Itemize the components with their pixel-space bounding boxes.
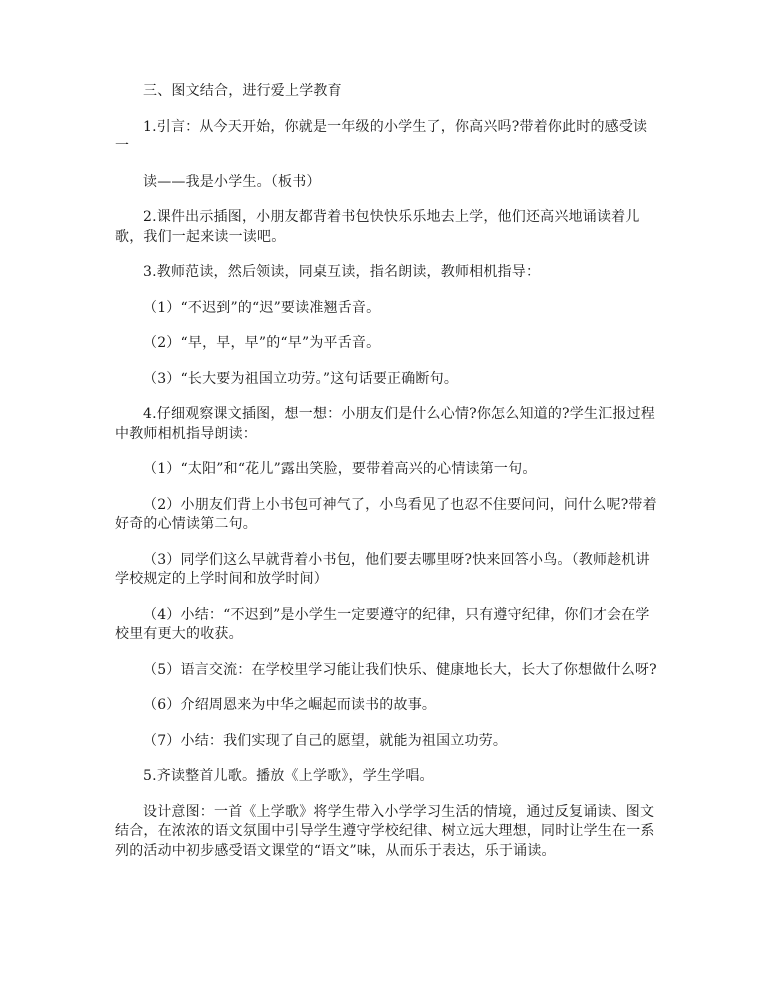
paragraph-step-4-item-4: （4）小结：“不迟到”是小学生一定要遵守的纪律，只有遵守纪律，你们才会在学校里有更大的收获。: [115, 606, 650, 642]
paragraph-step-3-item-3: （3）“长大要为祖国立功劳。”这句话要正确断句。: [143, 370, 459, 387]
paragraph-step-2: 2.课件出示插图，小朋友都背着书包快快乐乐地去上学，他们还高兴地诵读着儿歌，我们一起来读一读吧。: [115, 209, 640, 245]
paragraph-step-3-item-2: （2）“早，早，早”的“早”为平舌音。: [143, 335, 381, 351]
paragraph-step-4: 4.仔细观察课文插图，想一想：小朋友们是什么心情?你怎么知道的?学生汇报过程中教师相机指导朗读：: [115, 406, 655, 442]
paragraph-design-intent: 设计意图：一首《上学歌》将学生带入小学学习生活的情境，通过反复诵读、图文结合，在浓浓的语文氛围中引导学生遵守学校纪律、树立远大理想，同时让学生在一系列的活动中初步感受语文课堂的“语文”味，从而乐于表达，乐于诵读。: [115, 803, 655, 859]
paragraph-step-4-item-2: （2）小朋友们背上小书包可神气了，小鸟看见了也忍不住要问问，问什么呢?带着好奇的心情读第二句。: [115, 496, 657, 532]
paragraph-step-4-item-6: （6）介绍周恩来为中华之崛起而读书的故事。: [143, 697, 437, 713]
document-body: [115, 82, 660, 877]
paragraph-step-4-item-3: （3）同学们这么早就背着小书包，他们要去哪里呀?快来回答小鸟。（教师趁机讲学校规定的上学时间和放学时间）: [115, 551, 650, 587]
paragraph-intro: 1.引言：从今天开始，你就是一年级的小学生了，你高兴吗?带着你此时的感受读一: [115, 118, 648, 154]
paragraph-step-5: 5.齐读整首儿歌。播放《上学歌》，学生学唱。: [143, 768, 434, 784]
paragraph-step-4-item-7: （7）小结：我们实现了自己的愿望，就能为祖国立功劳。: [143, 732, 508, 749]
paragraph-step-4-item-5: （5）语言交流：在学校里学习能让我们快乐、健康地长大，长大了你想做什么呀?: [143, 661, 657, 678]
section-heading: 三、图文结合，进行爱上学教育: [143, 83, 342, 99]
paragraph-step-4-item-1: （1）“太阳”和“花儿”露出笑脸，要带着高兴的心情读第一句。: [143, 461, 537, 477]
paragraph-step-3-item-1: （1）“不迟到”的“迟”要读准翘舌音。: [143, 299, 381, 316]
paragraph-step-3: 3.教师范读，然后领读，同桌互读，指名朗读，教师相机指导：: [143, 264, 541, 280]
paragraph-intro-continued: 读——我是小学生。（板书）: [143, 173, 321, 190]
